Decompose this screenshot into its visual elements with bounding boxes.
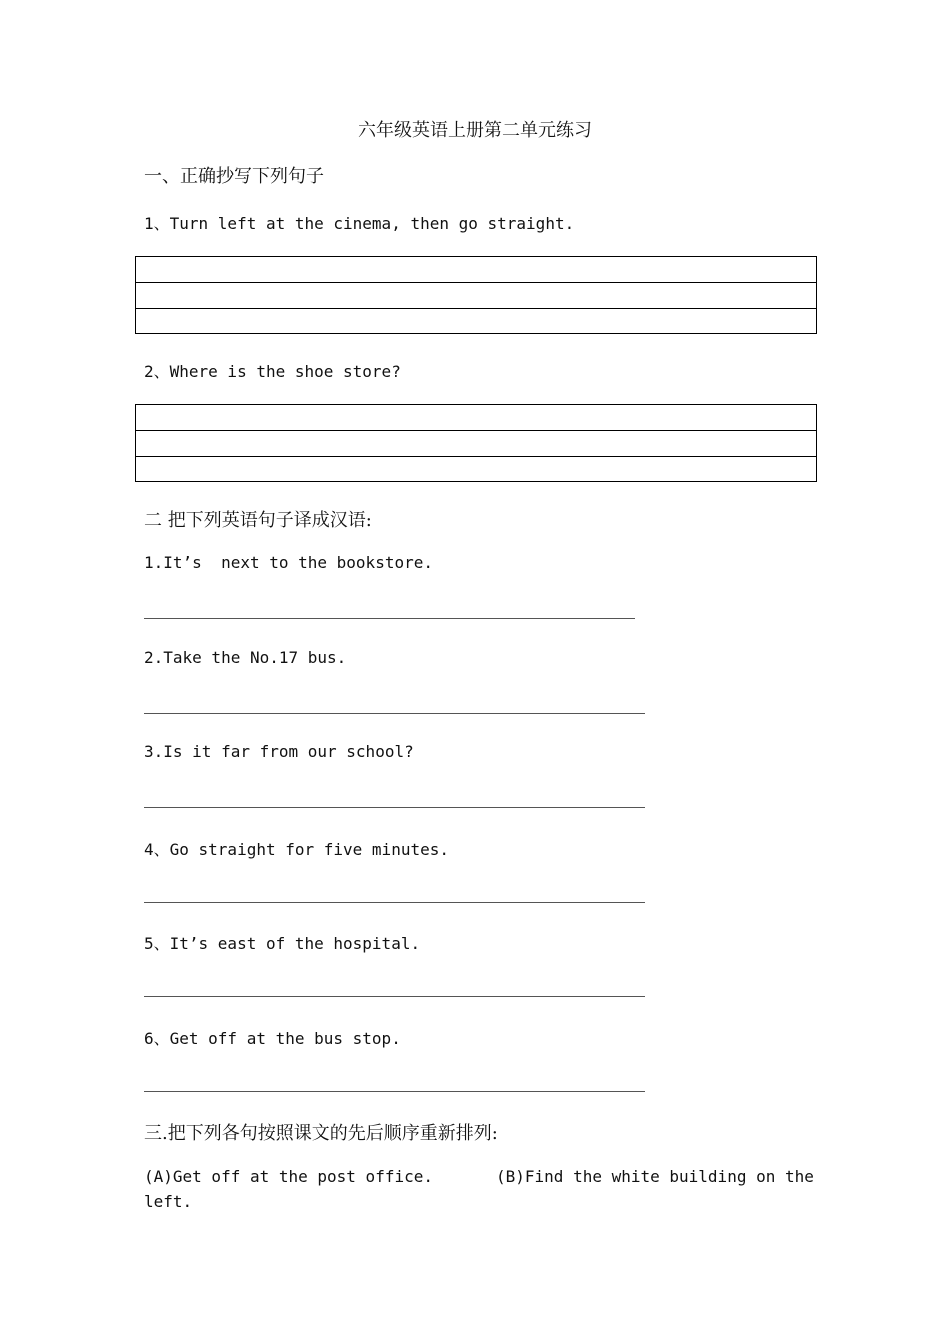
answer-line-1[interactable]: [144, 618, 635, 619]
translate-sentence-1: 1.It’s next to the bookstore.: [144, 553, 433, 572]
answer-line-6[interactable]: [144, 1091, 645, 1092]
section-3-heading: 三.把下列各句按照课文的先后顺序重新排列:: [144, 1123, 498, 1144]
copy-grid-row[interactable]: [136, 431, 816, 457]
copy-grid-row[interactable]: [136, 457, 816, 482]
section-1-heading: 一、正确抄写下列句子: [144, 166, 324, 187]
translate-sentence-2: 2.Take the No.17 bus.: [144, 648, 347, 667]
translate-sentence-3: 3.Is it far from our school?: [144, 742, 414, 761]
answer-line-3[interactable]: [144, 807, 645, 808]
translate-sentence-5: 5、It’s east of the hospital.: [144, 934, 421, 953]
copy-grid-row[interactable]: [136, 257, 816, 283]
page-title: 六年级英语上册第二单元练习: [358, 120, 592, 141]
translate-sentence-6: 6、Get off at the bus stop.: [144, 1029, 401, 1048]
answer-line-4[interactable]: [144, 902, 645, 903]
copy-sentence-1: 1、Turn left at the cinema, then go straight.: [144, 214, 575, 233]
option-a: (A)Get off at the post office.: [144, 1167, 433, 1186]
section-2-heading: 二 把下列英语句子译成汉语:: [144, 510, 372, 531]
copy-grid-2[interactable]: [135, 404, 817, 482]
copy-sentence-2: 2、Where is the shoe store?: [144, 362, 401, 381]
copy-grid-row[interactable]: [136, 283, 816, 309]
answer-line-2[interactable]: [144, 713, 645, 714]
copy-grid-row[interactable]: [136, 309, 816, 334]
translate-sentence-4: 4、Go straight for five minutes.: [144, 840, 449, 859]
copy-grid-row[interactable]: [136, 405, 816, 431]
copy-grid-1[interactable]: [135, 256, 817, 334]
option-b: (B)Find the white building on the: [496, 1167, 814, 1186]
answer-line-5[interactable]: [144, 996, 645, 997]
option-b-continued: left.: [144, 1192, 193, 1211]
